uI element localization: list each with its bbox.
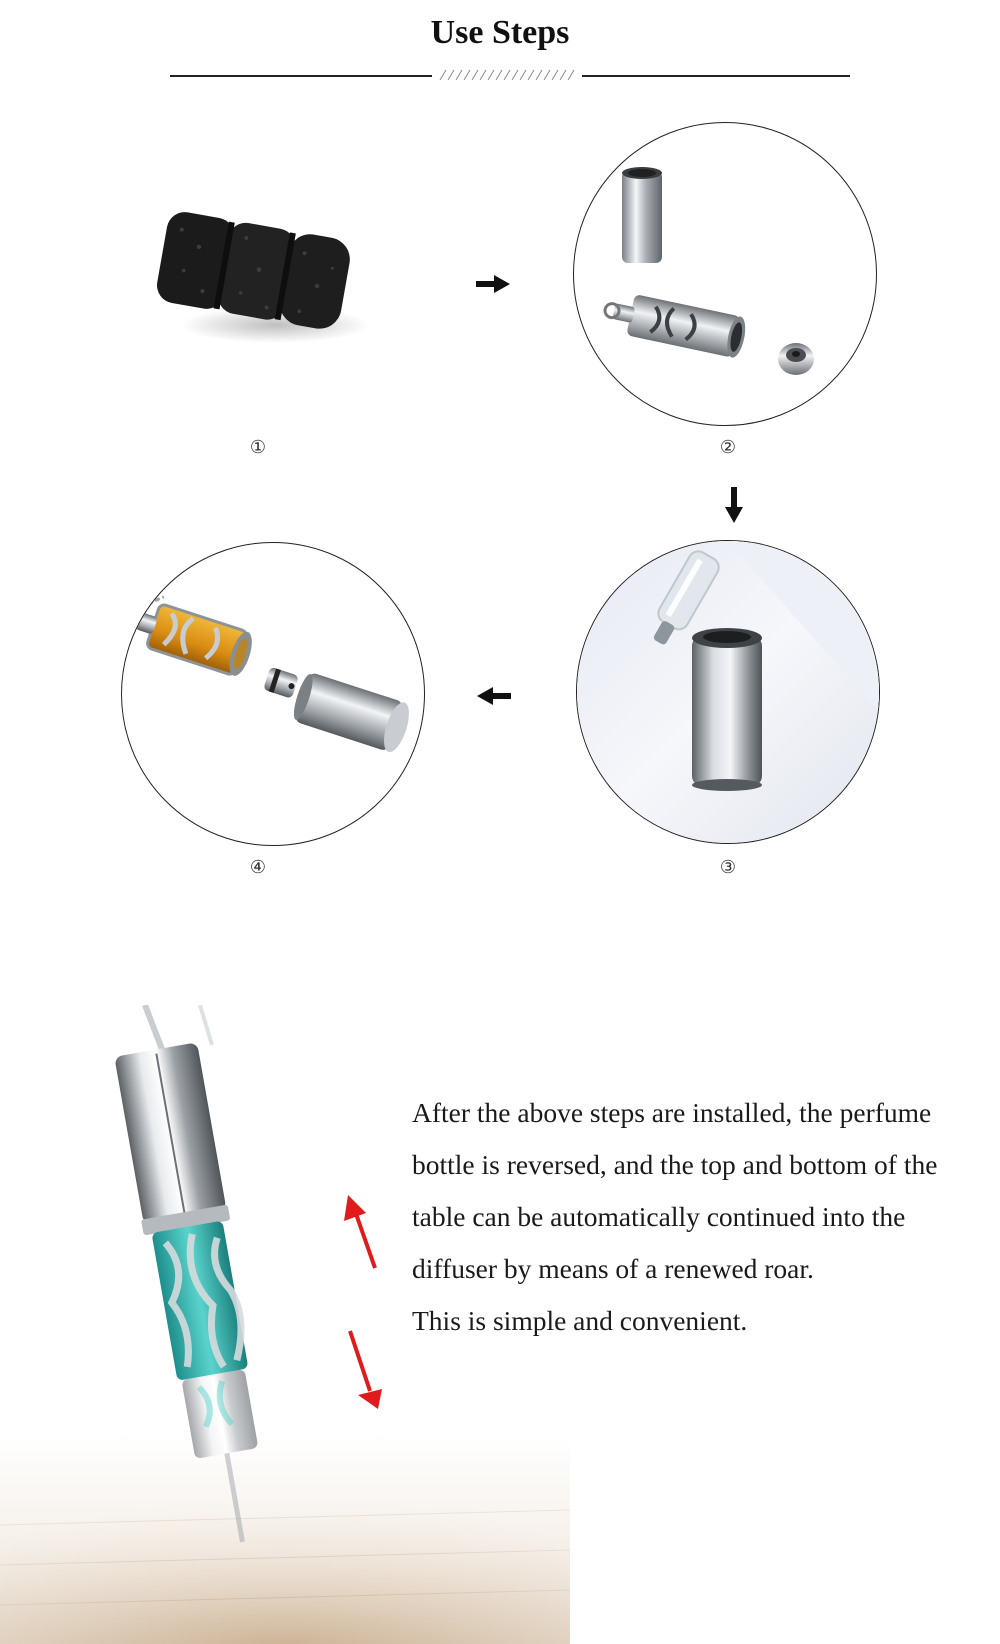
step-2-frame (573, 122, 877, 426)
step-number: ② (719, 437, 737, 458)
motion-arrow-down-icon (350, 1331, 382, 1409)
description-line: This is simple and convenient. (412, 1305, 748, 1336)
activated-felt-pad-image (140, 185, 370, 355)
description-line: After the above steps are installed, the perfume (412, 1097, 932, 1128)
step-3-frame (576, 540, 880, 844)
arrow-down-icon (724, 487, 744, 523)
step-4-frame (121, 542, 425, 846)
motion-arrow-up-icon (344, 1195, 375, 1268)
arrow-right-icon (476, 274, 510, 294)
title-divider (170, 66, 850, 82)
description-line: diffuser by means of a renewed roar. (412, 1253, 814, 1284)
step-number: ③ (719, 857, 737, 878)
perfume-dropper-filling-image (577, 541, 879, 843)
description-line: table can be automatically continued into the (412, 1201, 906, 1232)
reassembled-pendant-image (122, 543, 424, 845)
step-number: ① (249, 437, 267, 458)
usage-description (412, 1087, 992, 1347)
description-line: bottle is reversed, and the top and bottom of the (412, 1149, 938, 1180)
step-number: ④ (249, 857, 267, 878)
disassembled-pendant-image (574, 123, 876, 425)
page-title: Use Steps (430, 14, 570, 51)
arrow-left-icon (477, 686, 511, 706)
